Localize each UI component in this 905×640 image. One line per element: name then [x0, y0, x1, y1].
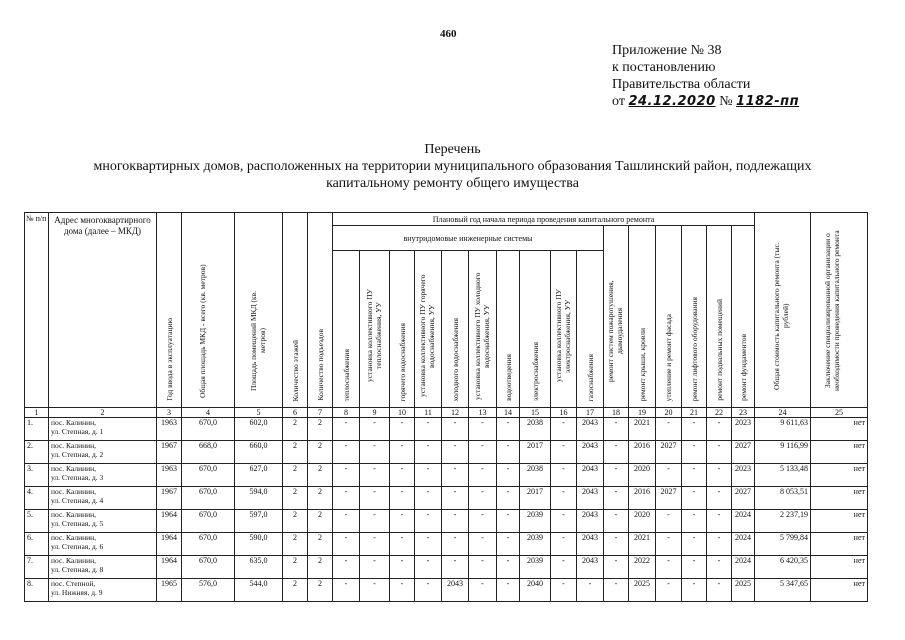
cell-c19: 2025 [629, 579, 656, 602]
cell-c22: - [707, 487, 732, 510]
cell-year: 1967 [157, 441, 182, 464]
cell-c11: - [415, 487, 442, 510]
address-cell [49, 533, 157, 556]
header-conclusion: Заключение специализированной организации о необходимости проведения капитального ремонта [811, 213, 868, 408]
column-number-cell: 20 [656, 408, 682, 418]
cell-floors: 2 [283, 579, 308, 602]
cell-concl: нет [811, 464, 868, 487]
cell-c15: 2039 [520, 510, 551, 533]
cell-c19: 2020 [629, 464, 656, 487]
cell-floors: 2 [283, 418, 308, 441]
table-body [25, 418, 868, 602]
cell-c17: 2043 [577, 510, 604, 533]
cell-c9: - [360, 464, 390, 487]
header-cold-water-meter: установка коллективного ПУ холодного водоснабжения, УУ [469, 251, 497, 408]
header-row-number: № п/п [25, 213, 49, 408]
address-line-1: пос. Калинин, [51, 533, 96, 542]
column-number-cell: 8 [333, 408, 360, 418]
cell-c23: 2024 [732, 556, 755, 579]
cell-no: 2. [25, 441, 49, 464]
cell-concl: нет [811, 510, 868, 533]
column-number-cell: 25 [811, 408, 868, 418]
cell-c11: - [415, 441, 442, 464]
header-facade: утепление и ремонт фасада [656, 226, 682, 408]
address-cell [49, 487, 157, 510]
cell-cost: 8 053,51 [755, 487, 811, 510]
cell-c22: - [707, 510, 732, 533]
cell-c23: 2027 [732, 441, 755, 464]
header-cold-water: холодного водоснабжения [442, 251, 469, 408]
cell-prem: 590,0 [235, 533, 283, 556]
cell-cost: 9 611,63 [755, 418, 811, 441]
cell-year: 1967 [157, 487, 182, 510]
address-line-1: пос. Калинин, [51, 441, 96, 450]
address-line-1: пос. Калинин, [51, 418, 96, 427]
cell-c14: - [497, 579, 520, 602]
cell-c22: - [707, 579, 732, 602]
cell-c10: - [390, 441, 415, 464]
cell-total: 668,0 [182, 441, 235, 464]
cell-c18: - [604, 510, 629, 533]
cell-concl: нет [811, 418, 868, 441]
cell-floors: 2 [283, 510, 308, 533]
cell-c20: - [656, 579, 682, 602]
cell-c20: - [656, 510, 682, 533]
handwritten-date: 24.12.2020 [628, 94, 716, 109]
header-floors: Количество этажей [283, 213, 308, 408]
column-number-cell: 22 [707, 408, 732, 418]
cell-total: 670,0 [182, 418, 235, 441]
appendix-block [612, 42, 799, 110]
column-number-cell: 24 [755, 408, 811, 418]
cell-c17: 2043 [577, 487, 604, 510]
cell-c18: - [604, 579, 629, 602]
table-row [25, 579, 868, 602]
cell-c23: 2023 [732, 464, 755, 487]
cell-concl: нет [811, 556, 868, 579]
cell-ent: 2 [308, 510, 333, 533]
cell-no: 7. [25, 556, 49, 579]
cell-c8: - [333, 464, 360, 487]
column-number-cell: 17 [577, 408, 604, 418]
cell-c23: 2024 [732, 510, 755, 533]
header-total-cost: Общая стоимость капитального ремонта (тыс. рублей) [755, 213, 811, 408]
cell-c9: - [360, 418, 390, 441]
column-number-cell: 13 [469, 408, 497, 418]
cell-c16: - [551, 441, 577, 464]
cell-floors: 2 [283, 441, 308, 464]
cell-no: 4. [25, 487, 49, 510]
cell-c8: - [333, 533, 360, 556]
cell-c8: - [333, 487, 360, 510]
cell-c23: 2023 [732, 418, 755, 441]
address-line-2: ул. Степная, д. 6 [51, 542, 104, 551]
cell-c16: - [551, 579, 577, 602]
cell-no: 5. [25, 510, 49, 533]
cell-c13: - [469, 579, 497, 602]
cell-c12: - [442, 510, 469, 533]
header-planned-year: Плановый год начала периода проведения капитального ремонта [333, 213, 755, 226]
document-title [20, 141, 885, 192]
cell-c9: - [360, 510, 390, 533]
address-line-2: ул. Степная, д. 5 [51, 519, 104, 528]
address-cell [49, 464, 157, 487]
address-line-2: ул. Степная, д. 2 [51, 450, 104, 459]
page-number: 460 [440, 28, 457, 40]
header-hot-water-meter: установка коллективного ПУ горячего водоснабжения, УУ [415, 251, 442, 408]
cell-prem: 627,0 [235, 464, 283, 487]
cell-c18: - [604, 533, 629, 556]
header-entrances: Количество подъездов [308, 213, 333, 408]
cell-prem: 635,0 [235, 556, 283, 579]
cell-total: 670,0 [182, 556, 235, 579]
cell-c14: - [497, 533, 520, 556]
cell-c17: 2043 [577, 441, 604, 464]
header-roof: ремонт крыши, кровли [629, 226, 656, 408]
address-line-1: пос. Калинин, [51, 464, 96, 473]
cell-c21: - [682, 579, 707, 602]
column-number-cell: 5 [235, 408, 283, 418]
cell-c16: - [551, 510, 577, 533]
address-cell [49, 510, 157, 533]
number-prefix: № [719, 94, 733, 109]
column-number-cell: 6 [283, 408, 308, 418]
column-number-cell: 4 [182, 408, 235, 418]
cell-c20: 2027 [656, 487, 682, 510]
address-line-2: ул. Степная, д. 3 [51, 473, 104, 482]
cell-c16: - [551, 533, 577, 556]
cell-year: 1964 [157, 533, 182, 556]
cell-c22: - [707, 556, 732, 579]
title-line-1: Перечень [424, 142, 481, 157]
cell-c20: - [656, 464, 682, 487]
cell-c12: - [442, 533, 469, 556]
cell-c21: - [682, 533, 707, 556]
cell-year: 1963 [157, 464, 182, 487]
cell-concl: нет [811, 487, 868, 510]
cell-c9: - [360, 579, 390, 602]
cell-c10: - [390, 464, 415, 487]
cell-c18: - [604, 441, 629, 464]
column-number-cell: 10 [390, 408, 415, 418]
cell-total: 576,0 [182, 579, 235, 602]
cell-c8: - [333, 510, 360, 533]
cell-c23: 2025 [732, 579, 755, 602]
title-line-3: капитальному ремонту общего имущества [326, 176, 579, 191]
cell-c17: 2043 [577, 464, 604, 487]
address-line-2: ул. Нижняя, д. 9 [51, 588, 103, 597]
cell-c20: - [656, 418, 682, 441]
title-line-2: многоквартирных домов, расположенных на территории муниципального образования Ташлинский район, подлежащих [93, 159, 812, 174]
cell-ent: 2 [308, 533, 333, 556]
appendix-date-line [612, 93, 799, 110]
address-line-2: ул. Степная, д. 1 [51, 427, 104, 436]
address-cell [49, 579, 157, 602]
cell-c21: - [682, 556, 707, 579]
column-number-cell: 14 [497, 408, 520, 418]
address-line-1: пос. Калинин, [51, 487, 96, 496]
column-number-cell: 21 [682, 408, 707, 418]
header-hot-water: горячего водоснабжения [390, 251, 415, 408]
address-cell [49, 418, 157, 441]
cell-c16: - [551, 487, 577, 510]
cell-c11: - [415, 510, 442, 533]
cell-cost: 2 237,19 [755, 510, 811, 533]
cell-c19: 2020 [629, 510, 656, 533]
cell-c13: - [469, 441, 497, 464]
cell-c18: - [604, 556, 629, 579]
cell-c20: - [656, 556, 682, 579]
address-cell [49, 441, 157, 464]
cell-c12: 2043 [442, 579, 469, 602]
column-number-cell: 7 [308, 408, 333, 418]
cell-c9: - [360, 556, 390, 579]
cell-c15: 2039 [520, 556, 551, 579]
cell-c15: 2017 [520, 487, 551, 510]
header-year-built: Год ввода в эксплуатацию [157, 213, 182, 408]
cell-c16: - [551, 556, 577, 579]
cell-c18: - [604, 464, 629, 487]
cell-c18: - [604, 418, 629, 441]
address-cell [49, 556, 157, 579]
date-prefix: от [612, 94, 625, 109]
cell-c21: - [682, 418, 707, 441]
column-number-cell: 19 [629, 408, 656, 418]
column-number-cell: 2 [49, 408, 157, 418]
cell-c23: 2027 [732, 487, 755, 510]
cell-c12: - [442, 418, 469, 441]
cell-c13: - [469, 487, 497, 510]
cell-prem: 544,0 [235, 579, 283, 602]
cell-c17: 2043 [577, 533, 604, 556]
cell-no: 8. [25, 579, 49, 602]
cell-year: 1963 [157, 418, 182, 441]
header-sewage: водоотведения [497, 251, 520, 408]
column-number-cell: 18 [604, 408, 629, 418]
header-fire-systems: ремонт систем пожаротушения, дымоудаления [604, 226, 629, 408]
cell-c8: - [333, 418, 360, 441]
cell-c8: - [333, 556, 360, 579]
cell-c9: - [360, 487, 390, 510]
table-row [25, 441, 868, 464]
cell-c10: - [390, 556, 415, 579]
table-row [25, 487, 868, 510]
cell-c15: 2038 [520, 418, 551, 441]
cell-c8: - [333, 579, 360, 602]
cell-no: 6. [25, 533, 49, 556]
cell-prem: 597,0 [235, 510, 283, 533]
cell-c20: 2027 [656, 441, 682, 464]
cell-cost: 9 116,99 [755, 441, 811, 464]
cell-c14: - [497, 418, 520, 441]
cell-c13: - [469, 556, 497, 579]
cell-c22: - [707, 441, 732, 464]
column-number-cell: 12 [442, 408, 469, 418]
cell-c20: - [656, 533, 682, 556]
cell-floors: 2 [283, 464, 308, 487]
address-line-2: ул. Степная, д. 8 [51, 565, 104, 574]
cell-c12: - [442, 441, 469, 464]
cell-cost: 6 420,35 [755, 556, 811, 579]
cell-concl: нет [811, 533, 868, 556]
address-line-2: ул. Степная, д. 4 [51, 496, 104, 505]
address-line-1: пос. Калинин, [51, 556, 96, 565]
cell-c14: - [497, 464, 520, 487]
cell-total: 670,0 [182, 464, 235, 487]
appendix-line-1: Приложение № 38 [612, 43, 722, 58]
cell-prem: 602,0 [235, 418, 283, 441]
cell-c19: 2016 [629, 441, 656, 464]
header-internal-systems: внутридомовые инженерные системы [333, 226, 604, 251]
header-electricity-meter: установка коллективного ПУ электроснабжения, УУ [551, 251, 577, 408]
cell-c10: - [390, 510, 415, 533]
cell-concl: нет [811, 441, 868, 464]
column-number-cell: 11 [415, 408, 442, 418]
cell-prem: 594,0 [235, 487, 283, 510]
header-address: Адрес многоквартирного дома (далее – МКД) [49, 213, 157, 408]
cell-floors: 2 [283, 556, 308, 579]
cell-ent: 2 [308, 418, 333, 441]
column-number-cell: 9 [360, 408, 390, 418]
cell-cost: 5 133,48 [755, 464, 811, 487]
table-row [25, 533, 868, 556]
header-premises-area: Площадь помещений МКД (кв. метров) [235, 213, 283, 408]
cell-c13: - [469, 464, 497, 487]
cell-c22: - [707, 464, 732, 487]
cell-year: 1964 [157, 556, 182, 579]
cell-c13: - [469, 418, 497, 441]
cell-c23: 2024 [732, 533, 755, 556]
cell-c22: - [707, 418, 732, 441]
cell-c11: - [415, 533, 442, 556]
cell-c8: - [333, 441, 360, 464]
cell-c10: - [390, 487, 415, 510]
cell-c11: - [415, 556, 442, 579]
cell-c12: - [442, 464, 469, 487]
column-number-cell: 16 [551, 408, 577, 418]
cell-c19: 2021 [629, 418, 656, 441]
cell-c16: - [551, 464, 577, 487]
cell-year: 1965 [157, 579, 182, 602]
cell-c11: - [415, 579, 442, 602]
cell-c21: - [682, 464, 707, 487]
cell-c18: - [604, 487, 629, 510]
housing-register-table [24, 212, 868, 602]
column-number-cell: 15 [520, 408, 551, 418]
cell-c19: 2021 [629, 533, 656, 556]
appendix-line-3: Правительства области [612, 77, 751, 92]
cell-c12: - [442, 556, 469, 579]
cell-ent: 2 [308, 464, 333, 487]
cell-c19: 2016 [629, 487, 656, 510]
column-number-row [25, 408, 868, 418]
handwritten-number: 1182-пп [736, 94, 800, 109]
cell-c17: - [577, 579, 604, 602]
cell-c15: 2038 [520, 464, 551, 487]
cell-prem: 660,0 [235, 441, 283, 464]
column-number-cell: 23 [732, 408, 755, 418]
cell-total: 670,0 [182, 487, 235, 510]
cell-c17: 2043 [577, 556, 604, 579]
cell-c13: - [469, 510, 497, 533]
cell-c21: - [682, 487, 707, 510]
table-row [25, 464, 868, 487]
cell-c14: - [497, 556, 520, 579]
cell-no: 3. [25, 464, 49, 487]
column-number-cell: 3 [157, 408, 182, 418]
cell-c9: - [360, 441, 390, 464]
cell-c15: 2039 [520, 533, 551, 556]
column-number-cell: 1 [25, 408, 49, 418]
header-heating: теплоснабжения [333, 251, 360, 408]
cell-c19: 2022 [629, 556, 656, 579]
cell-cost: 5 347,65 [755, 579, 811, 602]
header-gas: газоснабжения [577, 251, 604, 408]
cell-c9: - [360, 533, 390, 556]
cell-c21: - [682, 510, 707, 533]
cell-c14: - [497, 487, 520, 510]
cell-no: 1. [25, 418, 49, 441]
cell-c15: 2040 [520, 579, 551, 602]
address-line-1: пос. Калинин, [51, 510, 96, 519]
address-line-1: пос. Степной, [51, 579, 96, 588]
cell-concl: нет [811, 579, 868, 602]
cell-c12: - [442, 487, 469, 510]
cell-cost: 5 799,84 [755, 533, 811, 556]
cell-c16: - [551, 418, 577, 441]
cell-c13: - [469, 533, 497, 556]
header-total-area: Общая площадь МКД - всего (кв. метров) [182, 213, 235, 408]
header-foundation: ремонт фундаментов [732, 226, 755, 408]
cell-c10: - [390, 418, 415, 441]
cell-c11: - [415, 464, 442, 487]
table-row [25, 510, 868, 533]
cell-ent: 2 [308, 487, 333, 510]
cell-total: 670,0 [182, 533, 235, 556]
cell-ent: 2 [308, 441, 333, 464]
header-basement: ремонт подвальных помещений [707, 226, 732, 408]
cell-floors: 2 [283, 487, 308, 510]
header-heat-meter: установка коллективного ПУ теплоснабжения, УУ [360, 251, 390, 408]
cell-floors: 2 [283, 533, 308, 556]
cell-c21: - [682, 441, 707, 464]
table-row [25, 418, 868, 441]
cell-c11: - [415, 418, 442, 441]
appendix-line-2: к постановлению [612, 60, 716, 75]
cell-c10: - [390, 579, 415, 602]
cell-c15: 2017 [520, 441, 551, 464]
header-electricity: электроснабжения [520, 251, 551, 408]
table-row [25, 556, 868, 579]
header-elevator: ремонт лифтового оборудования [682, 226, 707, 408]
cell-total: 670,0 [182, 510, 235, 533]
cell-c22: - [707, 533, 732, 556]
cell-year: 1964 [157, 510, 182, 533]
cell-ent: 2 [308, 579, 333, 602]
cell-c10: - [390, 533, 415, 556]
cell-ent: 2 [308, 556, 333, 579]
cell-c14: - [497, 510, 520, 533]
cell-c14: - [497, 441, 520, 464]
cell-c17: 2043 [577, 418, 604, 441]
